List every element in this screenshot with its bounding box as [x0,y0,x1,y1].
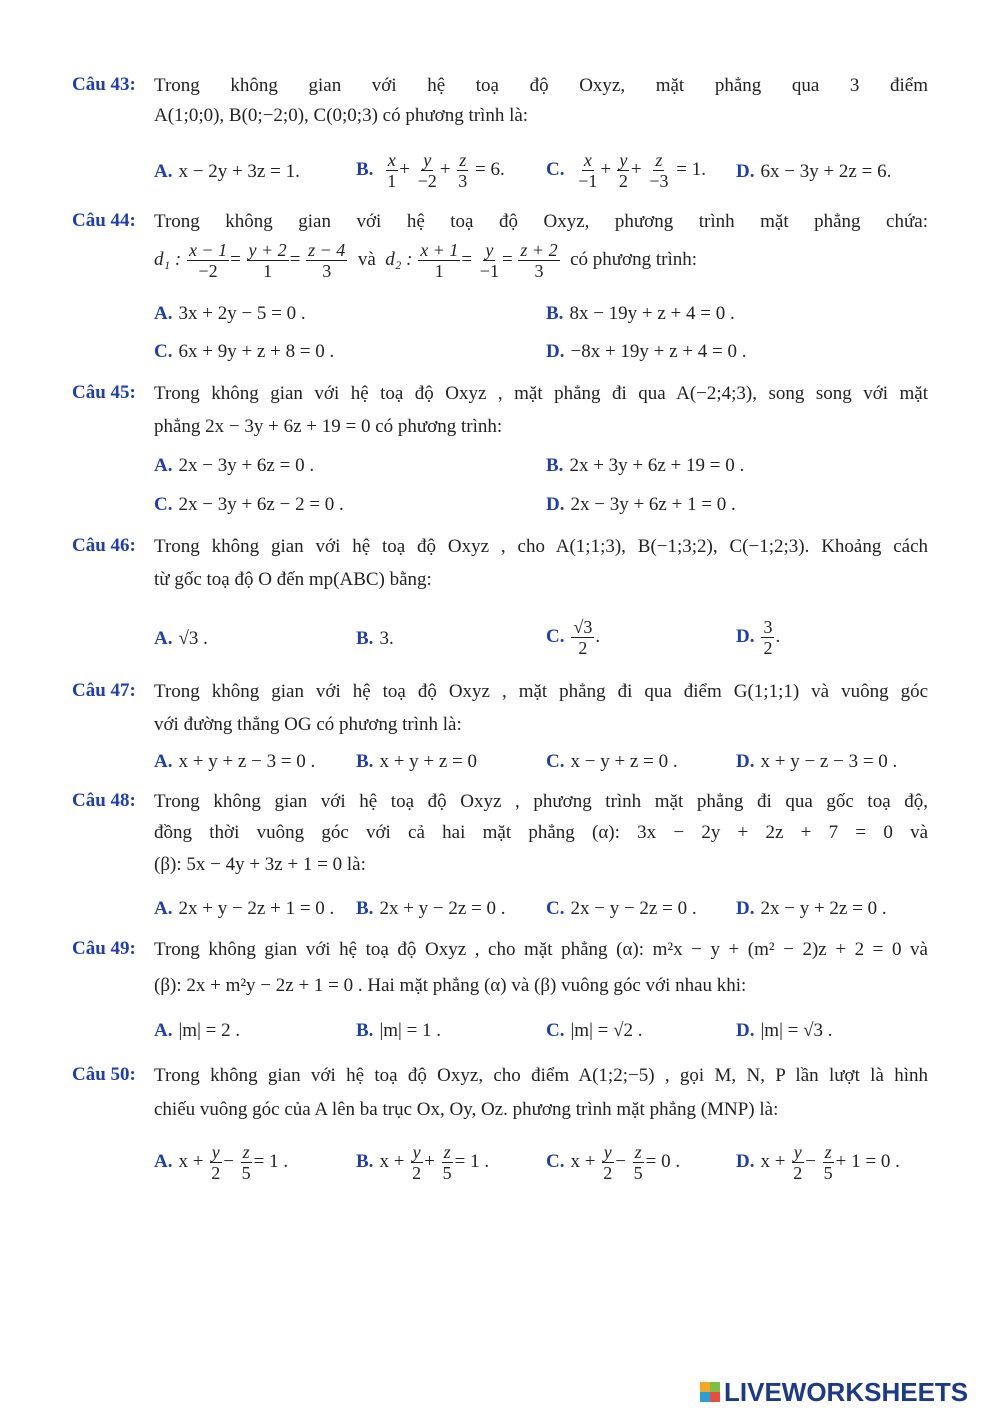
question-text: phẳng 2x − 3y + 6z + 19 = 0 có phương trình: [154,416,503,437]
option-c[interactable]: C. 6x + 9y + z + 8 = 0 . [154,341,335,362]
option-d[interactable]: D. 2x − 3y + 6z + 1 = 0 . [546,494,736,515]
option-c[interactable]: C. x − y + z = 0 . [546,751,678,772]
option-d[interactable]: D. x + y − z − 3 = 0 . [736,751,898,772]
option-a[interactable]: A. x − 2y + 3z = 1. [154,161,300,182]
option-b[interactable]: B. 2x + y − 2z = 0 . [356,898,506,919]
question-label: Câu 45: [72,382,136,403]
question-label: Câu 44: [72,210,136,231]
option-a[interactable]: A. x + y + z − 3 = 0 . [154,751,316,772]
option-a[interactable]: A. |m| = 2 . [154,1020,241,1041]
question-text: từ gốc toạ độ O đến mp(ABC) bằng: [154,569,432,590]
question-label: Câu 43: [72,74,136,95]
option-b[interactable]: B. x + $\frac{y}{2}$ + $\frac{z}{5}$ = 1 . [356,1142,490,1183]
question-text: Trong không gian với hệ toạ độ Oxyz , cho A(1;1;3), B(−1;3;2), C(−1;2;3). Khoảng cách [154,536,928,557]
option-c[interactable]: C. 2x − 3y + 6z − 2 = 0 . [154,494,344,515]
liveworksheets-logo-icon [700,1382,720,1402]
option-c[interactable]: C. 2x − y − 2z = 0 . [546,898,697,919]
question-text: đồng thời vuông góc với cả hai mặt phẳng (α): 3x − 2y + 2z + 7 = 0 và [154,822,928,843]
question-text: Trong không gian với hệ toạ độ Oxyz , mặt phẳng đi qua A(−2;4;3), song song với mặt [154,383,928,404]
question-text: Trong không gian với hệ toạ độ Oxyz , phương trình mặt phẳng đi qua gốc toạ độ, [154,791,928,812]
question-label: Câu 50: [72,1064,136,1085]
question-label: Câu 46: [72,535,136,556]
option-b[interactable]: B. 2x + 3y + 6z + 19 = 0 . [546,455,745,476]
question-text: A(1;0;0), B(0;−2;0), C(0;0;3) có phương trình là: [154,105,529,126]
option-d[interactable]: D. x + $\frac{y}{2}$ − $\frac{z}{5}$ + 1 = 0 . [736,1142,900,1183]
option-a[interactable]: A. x + $\frac{y}{2}$ − $\frac{z}{5}$ = 1 . [154,1142,289,1183]
question-text: với đường thẳng OG có phương trình là: [154,714,462,735]
option-d[interactable]: D. $\frac{3}{2}$ . [736,617,781,658]
logo-text: LIVEWORKSHEETS [724,1376,969,1407]
question-text: d₁ : $\frac{x - 1}{-2}$ = $\frac{y + 2}{1}$ = $\frac{z - 4}{3}$ và d₂ : $\frac{x + 1}{1}$ = $\frac{y}{-1}$ = $\frac{z + 2}{3}$ có phương trình: [154,240,698,281]
option-c[interactable]: C. |m| = √2 . [546,1020,643,1041]
option-a[interactable]: A. √3 . [154,628,208,649]
question-text: Trong không gian với hệ toạ độ Oxyz , mặt phẳng đi qua điểm G(1;1;1) và vuông góc [154,681,928,702]
option-a[interactable]: A. 3x + 2y − 5 = 0 . [154,303,306,324]
option-b[interactable]: B. 8x − 19y + z + 4 = 0 . [546,303,735,324]
option-a[interactable]: A. 2x + y − 2z + 1 = 0 . [154,898,335,919]
question-label: Câu 48: [72,790,136,811]
question-label: Câu 49: [72,938,136,959]
liveworksheets-logo[interactable] [700,1378,968,1406]
option-d[interactable]: D. |m| = √3 . [736,1020,833,1041]
question-text: Trong không gian với hệ toạ độ Oxyz, phương trình mặt phẳng chứa: [154,211,928,232]
option-b[interactable]: B. x + y + z = 0 [356,751,478,772]
question-text: Trong không gian với hệ toạ độ Oxyz, mặt phẳng qua 3 điểm [154,75,928,96]
option-c[interactable]: C. $\frac{x}{-1}$ + $\frac{y}{2}$ + $\frac{z}{-3}$ = 1. [546,150,706,191]
option-b[interactable]: B. $\frac{x}{1}$ + $\frac{y}{-2}$ + $\frac{z}{3}$ = 6. [356,150,505,191]
option-b[interactable]: B. 3. [356,628,394,649]
option-c[interactable]: C. x + $\frac{y}{2}$ − $\frac{z}{5}$ = 0 . [546,1142,681,1183]
option-d[interactable]: D. 2x − y + 2z = 0 . [736,898,887,919]
question-text: Trong không gian với hệ toạ độ Oxyz , cho mặt phẳng (α): m²x − y + (m² − 2)z + 2 = 0 và [154,939,928,960]
option-c[interactable]: C. $\frac{√3}{2}$ . [546,617,601,658]
question-label: Câu 47: [72,680,136,701]
option-b[interactable]: B. |m| = 1 . [356,1020,442,1041]
question-text: chiếu vuông góc của A lên ba trục Ox, Oy, Oz. phương trình mặt phẳng (MNP) là: [154,1099,779,1120]
question-text: (β): 5x − 4y + 3z + 1 = 0 là: [154,854,366,875]
question-text: (β): 2x + m²y − 2z + 1 = 0 . Hai mặt phẳng (α) và (β) vuông góc với nhau khi: [154,975,747,996]
option-d[interactable]: D. −8x + 19y + z + 4 = 0 . [546,341,747,362]
option-a[interactable]: A. 2x − 3y + 6z = 0 . [154,455,315,476]
question-text: Trong không gian với hệ toạ độ Oxyz, cho điểm A(1;2;−5) , gọi M, N, P lần lượt là hình [154,1065,928,1086]
option-d[interactable]: D. 6x − 3y + 2z = 6. [736,161,892,182]
